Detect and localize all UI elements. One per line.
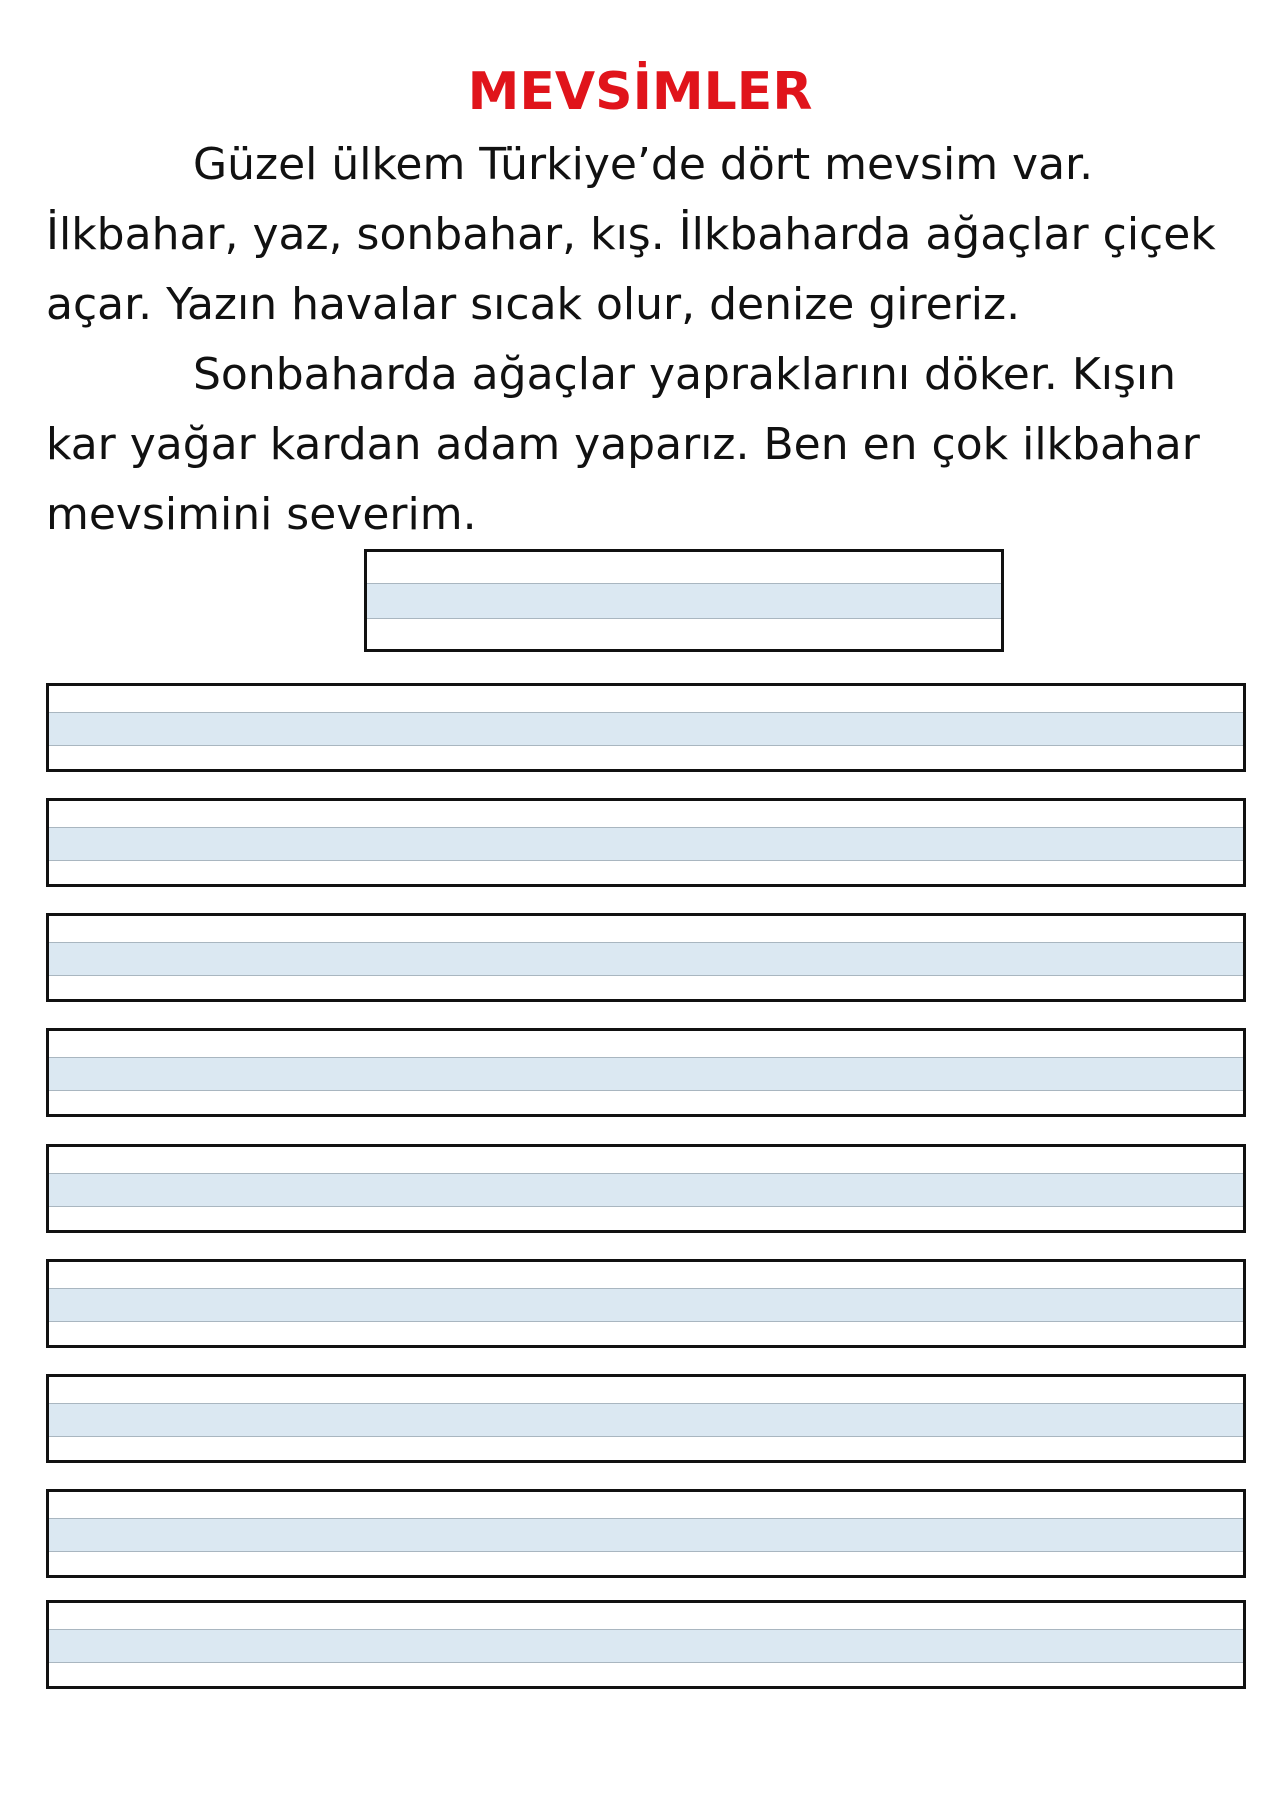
passage-line: mevsimini severim. [46,489,477,540]
writing-guide-band [49,942,1243,976]
writing-line-box[interactable] [46,1144,1246,1233]
writing-guide-band [49,1288,1243,1322]
writing-line-box[interactable] [46,1489,1246,1578]
passage-line: Sonbaharda ağaçlar yapraklarını döker. Kışın [193,349,1177,400]
writing-line-box[interactable] [46,913,1246,1002]
passage-line: açar. Yazın havalar sıcak olur, denize gireriz. [46,279,1021,330]
passage-line: İlkbahar, yaz, sonbahar, kış. İlkbaharda ağaçlar çiçek [46,209,1216,260]
worksheet-title: MEVSİMLER [467,62,813,122]
passage-line: Güzel ülkem Türkiye’de dört mevsim var. [193,139,1094,190]
writing-line-box[interactable] [46,683,1246,772]
writing-line-box[interactable] [46,1374,1246,1463]
writing-line-box[interactable] [46,1028,1246,1117]
writing-guide-band [49,1057,1243,1091]
passage-line: kar yağar kardan adam yaparız. Ben en çok ilkbahar [46,419,1200,470]
writing-guide-band [49,1629,1243,1663]
writing-line-box[interactable] [46,1259,1246,1348]
writing-guide-band [367,583,1001,619]
writing-guide-band [49,1518,1243,1552]
reading-passage [46,130,1246,550]
writing-guide-band [49,1173,1243,1207]
writing-guide-band [49,712,1243,746]
writing-guide-band [49,827,1243,861]
title-writing-box[interactable] [364,549,1004,652]
writing-line-box[interactable] [46,1600,1246,1689]
writing-line-box[interactable] [46,798,1246,887]
writing-guide-band [49,1403,1243,1437]
